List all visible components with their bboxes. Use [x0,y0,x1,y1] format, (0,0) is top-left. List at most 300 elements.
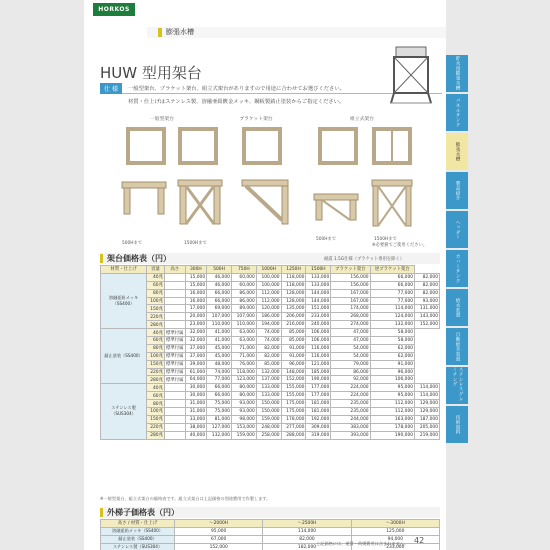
price-cell: 132,000 [370,321,414,329]
price-cell: 41,000 [207,337,232,345]
price-cell: 181,000 [306,408,331,416]
price-cell: 175,000 [281,400,306,408]
price-cell: 143,000 [415,313,440,321]
table-row [101,281,440,289]
size-cell: 220兆 [147,313,165,321]
label-general-1500h: 1500Hまで [184,241,207,246]
price-cell: 178,000 [370,423,414,431]
price-cell: 40,000 [185,431,207,439]
price-cell: 66,000 [207,392,232,400]
price-cell: 15,000 [185,273,207,281]
price-cell: 123,000 [231,376,256,384]
price-cell: 86,000 [231,297,256,305]
ladder-price-cell: 152,000 [175,543,263,550]
ladder-price-cell: 94,000 [351,535,439,543]
price-cell: 186,000 [256,313,281,321]
price-cell: 133,000 [306,273,331,281]
ladder-price-cell: 233,000 [351,543,439,550]
type-cell [165,289,186,297]
price-cell: 148,000 [281,368,306,376]
table-row [101,305,440,313]
price-cell: 152,000 [281,376,306,384]
price-cell: 194,000 [256,321,281,329]
price-cell: 216,000 [281,321,306,329]
ladder-material: ステンレス製（SUS304） [101,543,175,550]
price-cell: 58,000 [370,337,414,345]
price-cell: 82,000 [415,273,440,281]
assembly-top-view [316,125,360,167]
footer-note: 上記価格には、運賃・荷揚費用は含まれません。 [316,541,409,546]
price-cell: 159,000 [256,415,281,423]
price-cell: 135,000 [281,305,306,313]
type-cell [165,423,186,431]
price-cell: 144,000 [306,289,331,297]
sidebar-tab-2[interactable]: 膨張水槽 [446,133,468,170]
price-cell: 79,000 [331,360,370,368]
header-accent [158,28,162,37]
price-cell: 106,000 [306,337,331,345]
size-cell: 40兆 [147,273,165,281]
price-cell: 112,000 [370,400,414,408]
table-row [101,273,440,281]
assembly-side-1500 [370,178,414,228]
group-name: ステンレス製（SUS304） [101,384,147,439]
price-cell: 38,000 [185,423,207,431]
price-cell: 41,000 [207,329,232,337]
general-top-view-2 [176,125,220,167]
price-cell: 31,000 [185,408,207,416]
price-cell: 128,000 [281,297,306,305]
price-cell: 124,000 [370,313,414,321]
price-cell: 150,000 [256,408,281,416]
price-cell: 74,000 [207,368,232,376]
price-cell: 30,000 [185,392,207,400]
table-row [101,337,440,345]
type-cell [165,313,186,321]
sidebar-tab-8[interactable]: ステンレスグレーチング [446,367,468,404]
ladder-material: 錆止塗装（SS400） [101,535,175,543]
sidebar-tab-6[interactable]: 給水装置 [446,289,468,326]
price-cell: 258,000 [256,431,281,439]
sidebar-tab-5[interactable]: カバータンク [446,250,468,287]
label-general: 一般型架台 [150,117,174,122]
type-cell: 標準付属 [166,354,184,360]
head-height-3: 1000H [256,266,281,274]
table-row [101,423,440,431]
table-row [101,392,440,400]
head-material: 材質・仕上げ [101,266,147,274]
ladder-price-cell: 182,000 [263,543,351,550]
price-cell: 277,000 [281,423,306,431]
label-bracket: ブラケット架台 [239,117,273,122]
general-top-view [124,125,168,167]
head-height-2: 750H [231,266,256,274]
price-cell: 240,000 [306,321,331,329]
price-cell: 37,000 [185,344,207,352]
price-cell: 118,000 [281,281,306,289]
price-cell: 133,000 [306,281,331,289]
price-cell: 82,000 [256,344,281,352]
price-cell: 163,000 [370,415,414,423]
sidebar-tab-1[interactable]: パネルタンク [446,94,468,131]
head-height-4: 1250H [281,266,306,274]
label-assembly-1500h: 1500Hまで [374,237,397,242]
price-cell: 274,000 [331,321,370,329]
bracket-top-view [240,125,284,167]
price-cell: 112,000 [370,408,414,416]
type-cell [165,297,186,305]
sidebar-tab-3[interactable]: 製品紹介 [446,172,468,209]
price-cell: 219,000 [415,431,440,439]
size-cell: 80兆 [147,344,165,352]
price-cell: 64,000 [185,376,207,384]
stand-photo [386,45,436,107]
assembly-top-view-2 [370,125,414,167]
price-cell: 71,000 [231,352,256,360]
group-name: 溶融亜鉛メッキ（SS400） [101,273,147,328]
price-cell: 114,000 [415,384,440,392]
head-size: 容量 [147,266,165,274]
type-cell [165,415,186,423]
price-cell: 23,000 [185,321,207,329]
price-cell: 233,000 [306,313,331,321]
size-cell: 60兆 [147,281,165,289]
table-row [101,297,440,305]
type-cell: 標準付属 [166,377,184,383]
price-cell: 106,000 [370,376,414,384]
table-row [101,321,440,329]
price-cell: 54,000 [331,352,370,360]
table-row [101,289,440,297]
size-cell: 80兆 [147,289,165,297]
price-cell: 127,000 [207,423,232,431]
ladder-head-material: 高さ / 材質・仕上げ [101,520,175,528]
price-cell: 32,000 [185,337,207,345]
size-cell: 280兆 [147,431,165,439]
price-cell: 177,000 [306,384,331,392]
price-cell: 82,000 [256,352,281,360]
price-cell: 393,000 [331,431,370,439]
type-cell: 標準付属 [166,338,184,344]
price-cell: 107,000 [231,313,256,321]
price-cell: 224,000 [331,392,370,400]
stand-table-footnote: ※一般型架台、組立式架台の価格表です。組立式架台は上記価格の別途費用で作製します。 [100,496,271,501]
frames-note: ※必要値でご使用ください。 [372,243,428,248]
category-title: 膨張水槽 [166,28,194,36]
price-cell: 82,000 [415,281,440,289]
price-cell: 144,000 [306,297,331,305]
price-cell: 268,000 [331,313,370,321]
price-cell: 48,000 [207,360,232,368]
price-cell: 121,000 [306,360,331,368]
size-cell: 220兆 [147,423,165,431]
price-cell: 71,000 [231,344,256,352]
head-height-0: 300H [185,266,207,274]
size-cell: 150兆 [147,360,165,368]
size-cell: 40兆 [147,384,165,392]
table-row [101,329,440,337]
price-cell: 129,000 [415,408,440,416]
price-cell: 66,000 [207,297,232,305]
price-cell: 91,000 [281,352,306,360]
price-cell: 288,000 [281,431,306,439]
product-title: HUW 型用架台 [100,64,202,82]
type-cell: 標準付属 [166,330,184,336]
label-assembly: 組立式架台 [350,117,374,122]
price-cell: 155,000 [281,384,306,392]
ladder-price-cell: 82,000 [263,535,351,543]
price-cell: 16,000 [185,289,207,297]
price-cell: 95,000 [370,392,414,400]
ladder-material: 溶融亜鉛メッキ（SS400） [101,527,175,535]
price-cell: 235,000 [331,408,370,416]
table-row [101,408,440,416]
head-height-5: 1500H [306,266,331,274]
price-cell: 89,000 [231,305,256,313]
price-cell: 150,000 [256,400,281,408]
price-cell: 152,000 [415,321,440,329]
description-line-2: 材質・仕上げはステンレス製、溶融亜鉛鍍金メッキ、鋼板製錆止塗装からご指定ください。 [128,99,345,105]
price-cell: 112,000 [256,297,281,305]
head-height: 高さ [165,266,186,274]
price-cell: 118,000 [231,368,256,376]
price-cell: 175,000 [281,408,306,416]
size-cell: 60兆 [147,337,165,345]
price-cell: 106,000 [306,329,331,337]
ladder-price-cell: 67,000 [175,535,263,543]
price-cell: 107,000 [207,313,232,321]
price-cell: 206,000 [281,313,306,321]
price-cell: 116,000 [306,344,331,352]
table-row [101,400,440,408]
price-cell: 46,000 [207,281,232,289]
table-row [101,368,440,376]
price-cell: 69,000 [207,305,232,313]
price-cell: 133,000 [256,384,281,392]
price-cell: 128,000 [281,289,306,297]
price-cell: 74,000 [256,337,281,345]
price-cell: 66,000 [370,281,414,289]
price-cell: 153,000 [231,423,256,431]
price-cell: 181,000 [306,400,331,408]
price-cell: 58,000 [370,329,414,337]
general-side-1500 [176,178,224,228]
size-cell: 280兆 [147,321,165,329]
type-cell: 標準付属 [166,370,184,376]
sidebar-tab-0[interactable]: 貯水用膨張水槽 [446,55,468,92]
price-cell: 85,000 [256,360,281,368]
price-cell: 100,000 [256,281,281,289]
price-cell: 159,000 [231,431,256,439]
price-cell: 116,000 [306,352,331,360]
price-cell: 93,000 [415,297,440,305]
type-cell [165,384,186,392]
price-cell: 174,000 [331,305,370,313]
price-cell: 91,000 [370,360,414,368]
price-cell: 85,000 [281,337,306,345]
price-cell: 137,000 [256,376,281,384]
size-cell: 40兆 [147,329,165,337]
price-cell: 47,000 [331,329,370,337]
page-number: 42 [414,536,425,545]
price-cell: 155,000 [281,392,306,400]
price-cell: 86,000 [231,289,256,297]
price-cell: 60,000 [231,281,256,289]
label-general-500h: 500Hまで [122,241,143,246]
price-cell: 93,000 [231,400,256,408]
price-cell: 120,000 [256,305,281,313]
size-cell: 100兆 [147,297,165,305]
spec-tag: 仕 様 [100,83,122,94]
general-side-300 [120,178,168,218]
price-cell: 156,000 [331,273,370,281]
price-cell: 167,000 [331,297,370,305]
price-cell: 112,000 [256,289,281,297]
price-cell: 95,000 [370,384,414,392]
price-cell: 114,000 [370,305,414,313]
price-cell: 62,000 [370,344,414,352]
size-cell: 150兆 [147,305,165,313]
type-cell [165,281,186,289]
type-cell [165,392,186,400]
price-cell: 132,000 [256,368,281,376]
size-cell: 80兆 [147,400,165,408]
price-cell: 62,000 [370,352,414,360]
size-cell: 100兆 [147,408,165,416]
ladder-col-0: ～2000H [175,520,263,528]
type-cell [165,400,186,408]
type-cell: 標準付属 [166,362,184,368]
price-cell: 91,000 [281,344,306,352]
price-cell: 96,000 [370,368,414,376]
description-line-1: 一般型架台、ブラケット架台、組立式架台がありますので用途に合わせてお選びください。 [128,86,345,92]
price-cell: 248,000 [256,423,281,431]
price-cell: 33,000 [185,415,207,423]
price-cell: 190,000 [306,376,331,384]
type-cell [165,431,186,439]
table-row [101,384,440,392]
size-cell: 100兆 [147,352,165,360]
price-cell: 96,000 [281,360,306,368]
price-cell: 37,000 [185,352,207,360]
price-cell: 319,000 [306,431,331,439]
price-cell: 75,000 [207,400,232,408]
head-height-7: 逆ブラケット架台 [370,266,414,274]
price-cell: 77,000 [207,376,232,384]
ladder-col-2: ～3000H [351,520,439,528]
price-cell: 93,000 [231,408,256,416]
table-row [101,376,440,384]
sidebar-tab-7[interactable]: 自動給水装置 [446,328,468,365]
price-cell: 114,000 [415,392,440,400]
type-cell [165,305,186,313]
price-cell: 110,000 [231,321,256,329]
price-cell: 80,000 [231,392,256,400]
price-cell: 15,000 [185,281,207,289]
size-cell: 150兆 [147,415,165,423]
price-cell: 383,000 [331,423,370,431]
table-row [101,431,440,439]
price-cell: 178,000 [281,415,306,423]
price-cell: 80,000 [231,384,256,392]
price-cell: 224,000 [331,384,370,392]
price-cell: 185,000 [306,368,331,376]
assembly-side-500 [312,190,360,226]
ladder-price-cell: 114,000 [263,527,351,535]
price-cell: 77,000 [370,289,414,297]
ladder-col-1: ～2500H [263,520,351,528]
price-cell: 31,000 [185,400,207,408]
price-cell: 60,000 [231,273,256,281]
bracket-side [240,178,290,228]
size-cell: 220兆 [147,368,165,376]
price-cell: 66,000 [207,289,232,297]
price-cell: 66,000 [370,273,414,281]
stand-table-title: 架台価格表（円） [100,254,171,263]
table-row [101,313,440,321]
type-cell [165,321,186,329]
price-cell: 244,000 [331,415,370,423]
price-cell: 309,000 [306,423,331,431]
price-cell: 81,000 [207,415,232,423]
price-cell: 190,000 [370,431,414,439]
price-cell: 82,000 [415,289,440,297]
head-height-1: 500H [207,266,232,274]
price-cell: 77,000 [370,297,414,305]
price-cell: 45,000 [207,344,232,352]
price-cell: 92,000 [331,376,370,384]
sidebar-tab-9[interactable]: 技術資料 [446,406,468,443]
price-cell: 74,000 [256,329,281,337]
table-row [101,344,440,352]
price-cell: 45,000 [207,352,232,360]
price-cell: 61,000 [185,368,207,376]
price-cell: 167,000 [331,289,370,297]
brand-logo: HORKOS [93,3,135,16]
ladder-table-title: 外梯子価格表（円） [100,508,179,517]
price-cell: 63,000 [231,337,256,345]
catalog-page [84,0,446,550]
price-cell: 86,000 [331,368,370,376]
price-cell: 75,000 [207,408,232,416]
price-cell: 47,000 [331,337,370,345]
ladder-price-cell: 125,000 [351,527,439,535]
price-cell: 16,000 [185,297,207,305]
price-cell: 156,000 [331,281,370,289]
price-cell: 20,000 [185,313,207,321]
price-cell: 100,000 [256,273,281,281]
head-height-6: ブラケット架台 [331,266,370,274]
price-cell: 76,000 [231,360,256,368]
sidebar-tab-4[interactable]: ヘッダー [446,211,468,248]
type-cell [165,408,186,416]
price-cell: 177,000 [306,392,331,400]
stand-price-table [100,265,440,440]
type-cell [165,273,186,281]
table-row [101,527,440,535]
price-cell: 131,000 [415,305,440,313]
table-row [101,415,440,423]
table-row [101,352,440,360]
price-cell: 66,000 [207,384,232,392]
price-cell: 235,000 [331,400,370,408]
price-cell: 110,000 [207,321,232,329]
price-cell: 133,000 [256,392,281,400]
price-cell: 32,000 [185,329,207,337]
size-cell: 60兆 [147,392,165,400]
size-cell: 280兆 [147,376,165,384]
price-cell: 39,000 [185,360,207,368]
